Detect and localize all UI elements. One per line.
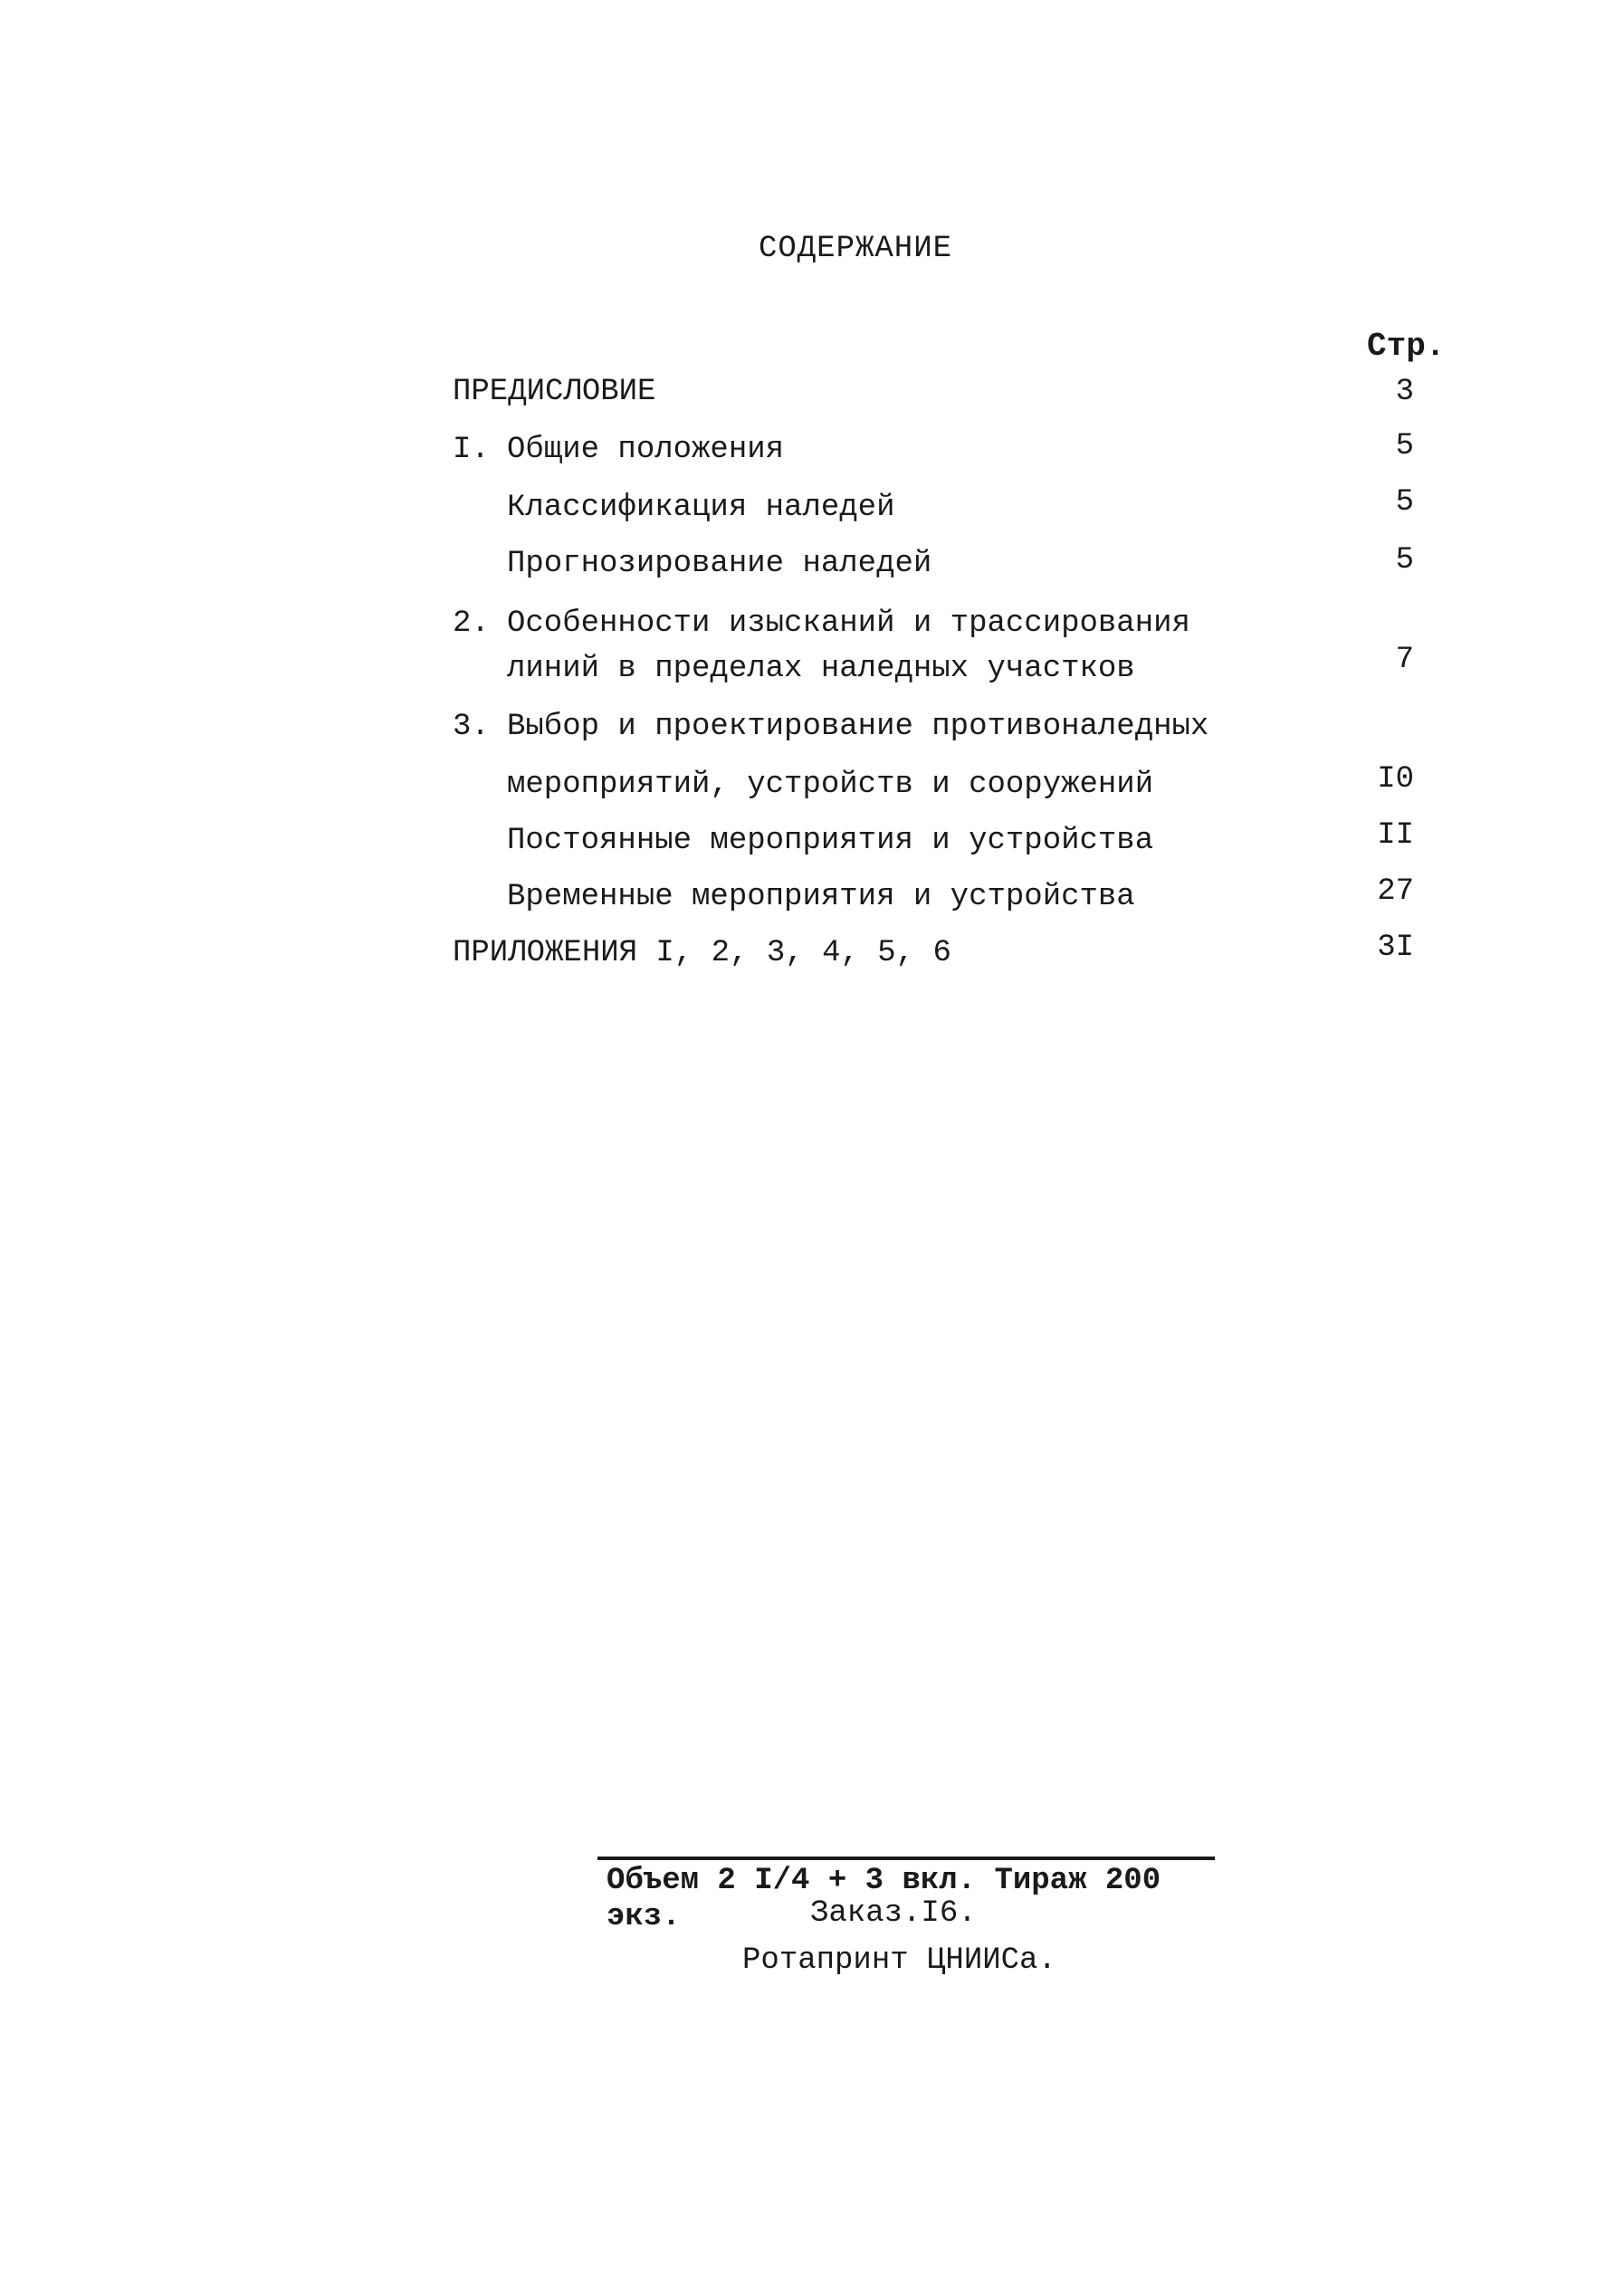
page-column-header: Стр. <box>1367 328 1446 365</box>
toc-entry <box>453 704 1208 749</box>
toc-entry <box>453 369 655 415</box>
toc-entry-text: Временные мероприятия и устройства <box>507 880 1135 914</box>
toc-entry-number: 3. <box>453 710 490 744</box>
toc-entry-page: 27 <box>1377 874 1414 909</box>
imprint-rule <box>597 1857 1215 1860</box>
toc-entry <box>507 818 1153 864</box>
toc-entry-page: 5 <box>1395 429 1414 463</box>
page-title: СОДЕРЖАНИЕ <box>758 232 953 266</box>
toc-entry-text: мероприятий, устройств и сооружений <box>507 768 1154 802</box>
imprint-volume-line: Объем 2 I/4 + 3 вкл. Тираж 200 экз. <box>607 1864 1161 1934</box>
toc-entry-page: 5 <box>1395 485 1414 520</box>
toc-entry-text: Особенности изысканий и трассирования <box>507 606 1190 641</box>
toc-entry <box>507 541 931 587</box>
toc-entry <box>507 874 1135 920</box>
toc-entry-text: Постоянные мероприятия и устройства <box>507 824 1154 858</box>
toc-entry-page: 3 <box>1395 375 1414 409</box>
toc-entry-number: I. <box>453 433 490 467</box>
toc-entry <box>507 646 1135 692</box>
toc-entry-text: Классификация наледей <box>507 491 895 525</box>
toc-entry <box>507 762 1153 807</box>
toc-entry-text: ПРИЛОЖЕНИЯ I, 2, 3, 4, 5, 6 <box>453 936 951 970</box>
toc-entry-number: 2. <box>453 606 490 641</box>
toc-entry-text: Общие положения <box>507 433 785 467</box>
toc-entry-page: I0 <box>1377 762 1414 797</box>
imprint-order-line: Заказ.I6. <box>810 1896 977 1931</box>
toc-entry-page: 7 <box>1395 643 1414 677</box>
toc-entry-text: Прогнозирование наледей <box>507 547 932 581</box>
toc-entry-page: 3I <box>1377 931 1414 965</box>
toc-entry-text: Выбор и проектирование противоналедных <box>507 710 1209 744</box>
toc-entry-page: 5 <box>1395 543 1414 578</box>
toc-entry-text: линий в пределах наледных участков <box>507 652 1135 686</box>
toc-entry <box>453 931 951 976</box>
toc-entry-page: II <box>1377 818 1414 853</box>
toc-entry <box>453 427 784 473</box>
toc-entry <box>453 601 1190 646</box>
imprint-printer-line: Ротапринт ЦНИИСа. <box>742 1943 1056 1978</box>
toc-entry <box>507 485 894 530</box>
toc-entry-text: ПРЕДИСЛОВИЕ <box>453 375 656 409</box>
